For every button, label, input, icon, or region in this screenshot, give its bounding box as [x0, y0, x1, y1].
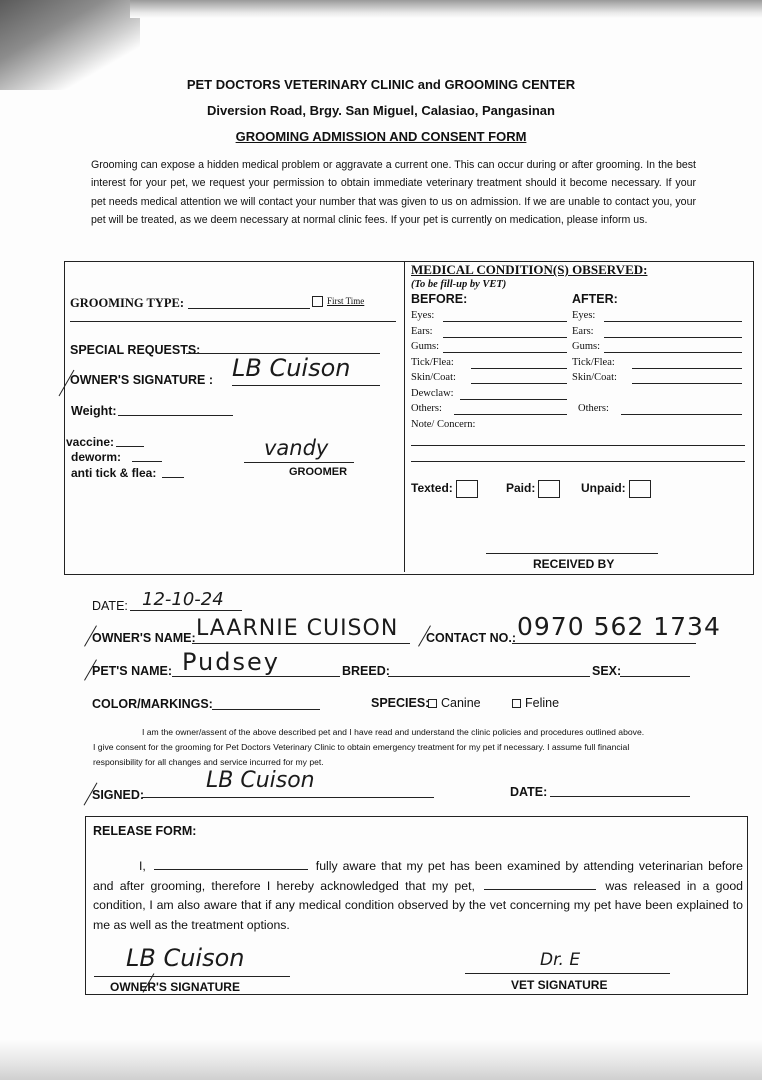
before-item-field[interactable] [454, 414, 567, 415]
before-item-field[interactable] [460, 399, 567, 400]
contact-field[interactable] [512, 643, 696, 644]
contact-label: CONTACT NO.: [426, 631, 517, 645]
antitick-field[interactable] [162, 477, 184, 478]
paid-label: Paid: [506, 481, 536, 496]
color-label: COLOR/MARKINGS: [92, 697, 213, 711]
received-by-field[interactable] [486, 553, 658, 554]
signed-value: LB Cuison [206, 768, 315, 793]
before-item-label: Others: [411, 403, 442, 414]
unpaid-label: Unpaid: [581, 481, 626, 496]
feline-label: Feline [525, 696, 560, 710]
first-time-checkbox[interactable] [312, 296, 323, 307]
note-field-1[interactable] [411, 445, 745, 446]
pet-name-value: Pudsey [182, 648, 280, 676]
consent-line-1: I am the owner/assent of the above described pet and I have read and understand the clinic policies and procedures outlined above. [142, 727, 645, 737]
breed-label: BREED: [342, 664, 390, 678]
groomer-field[interactable] [244, 462, 354, 463]
release-pet-field[interactable] [484, 877, 596, 890]
texted-checkbox[interactable] [456, 480, 478, 498]
release-i-label: I, [139, 859, 146, 873]
before-item-field[interactable] [471, 368, 567, 369]
vaccine-label: vaccine: [66, 435, 115, 449]
medical-subtitle: (To be fill-up by VET) [411, 279, 507, 290]
owner-signature-value: LB Cuison [232, 354, 351, 382]
form-title: GROOMING ADMISSION AND CONSENT FORM [235, 129, 527, 144]
contact-value: 0970 562 1734 [517, 612, 721, 641]
before-item-field[interactable] [443, 337, 567, 338]
first-time-option[interactable] [312, 296, 364, 307]
before-item-field[interactable] [443, 321, 567, 322]
before-item-label: Skin/Coat: [411, 372, 456, 383]
deworm-field[interactable] [132, 461, 162, 462]
weight-label: Weight: [71, 404, 117, 418]
owner-name-label: OWNER'S NAME: [92, 631, 196, 645]
box-divider [404, 262, 405, 572]
antitick-label: anti tick & flea: [71, 466, 157, 480]
release-text-part1: fully aware that my pet has been examined by attending veterinarian before and after grooming, therefore I hereby acknowledged that my pet, [93, 859, 743, 893]
before-item-label: Gums: [411, 341, 440, 352]
breed-field[interactable] [388, 676, 590, 677]
clinic-name: PET DOCTORS VETERINARY CLINIC and GROOMING CENTER [186, 77, 576, 92]
clinic-address: Diversion Road, Brgy. San Miguel, Calasiao, Pangasinan [207, 103, 555, 118]
after-item-field[interactable] [632, 383, 742, 384]
groomer-value: vandy [264, 436, 329, 460]
pet-name-label: PET'S NAME: [92, 664, 173, 678]
owner-signature-label: OWNER'S SIGNATURE : [70, 373, 214, 387]
consent-line-2: I give consent for the grooming for Pet Doctors Veterinary Clinic to obtain emergency treatment for my pet if necessary. I assume full financial [93, 742, 630, 752]
before-item-label: Tick/Flea: [411, 356, 454, 368]
release-text-part2: was released in a good condition, I am also aware that if any medical condition observed by the vet concerning my pet have been explained to me as well as the treatment options. [93, 878, 744, 932]
date-label: DATE: [92, 599, 128, 613]
before-label: BEFORE: [411, 292, 468, 306]
after-item-label: Others: [578, 403, 609, 414]
note-label: Note/ Concern: [411, 419, 476, 430]
color-field[interactable] [212, 709, 320, 710]
release-owner-signature-value: LB Cuison [126, 944, 245, 972]
species-label: SPECIES: [371, 696, 430, 710]
top-shadow [130, 0, 762, 18]
vet-signature-value: Dr. E [540, 950, 581, 970]
release-owner-signature-label: OWNER'S SIGNATURE [110, 980, 240, 994]
release-name-field[interactable] [154, 857, 308, 870]
after-item-field[interactable] [621, 414, 742, 415]
before-item-label: Dewclaw: [411, 387, 454, 399]
after-item-label: Ears: [572, 325, 594, 337]
release-paragraph [93, 857, 743, 935]
consent-date-field[interactable] [550, 796, 690, 797]
bottom-shadow [0, 1040, 762, 1080]
owner-name-value: LAARNIE CUISON [196, 616, 399, 641]
after-item-field[interactable] [604, 352, 742, 353]
vaccine-field[interactable] [116, 446, 144, 447]
before-item-field[interactable] [443, 352, 567, 353]
vet-signature-field[interactable] [465, 973, 670, 974]
after-item-label: Gums: [572, 341, 601, 352]
before-item-field[interactable] [471, 383, 567, 384]
intro-paragraph: Grooming can expose a hidden medical problem or aggravate a current one. This can occur during or after grooming. In the best interest for your pet, we request your permission to obtain immediate veterinary treatment should it become necessary. If your pet needs medical attention we will contact your number that was given to us on admission. If we are unable to contact you, your pet will be treated, as we deem necessary at normal clinic fees. If your pet is currently on medication, please inform us. [91, 159, 696, 226]
unpaid-option[interactable] [581, 480, 651, 498]
owner-signature-field[interactable] [232, 385, 380, 386]
date-value: 12-10-24 [142, 589, 224, 610]
grooming-type-field[interactable] [188, 308, 310, 309]
first-time-label: First Time [327, 296, 365, 306]
feline-checkbox[interactable] [512, 699, 521, 708]
groomer-label: GROOMER [289, 466, 348, 478]
medical-title: MEDICAL CONDITION(S) OBSERVED: [411, 262, 648, 277]
signed-field[interactable] [142, 797, 434, 798]
date-field[interactable] [130, 610, 242, 611]
signed-label: SIGNED: [92, 788, 145, 802]
consent-line-3: responsibility for all changes and service incurred for my pet. [93, 757, 324, 767]
pet-name-field[interactable] [172, 676, 340, 677]
sex-label: SEX: [592, 664, 622, 678]
texted-label: Texted: [411, 481, 453, 496]
sex-field[interactable] [620, 676, 690, 677]
after-item-field[interactable] [632, 368, 742, 369]
canine-label: Canine [441, 696, 481, 710]
paid-checkbox[interactable] [538, 480, 560, 498]
grooming-type-field-2[interactable] [70, 321, 396, 322]
after-item-field[interactable] [604, 337, 742, 338]
release-owner-signature-field[interactable] [94, 976, 290, 977]
before-item-label: Eyes: [411, 310, 435, 321]
received-by-label: RECEIVED BY [533, 557, 615, 571]
after-item-label: Skin/Coat: [572, 372, 617, 383]
consent-date-label: DATE: [510, 785, 548, 799]
grooming-type-label: GROOMING TYPE: [70, 296, 185, 310]
feline-option[interactable] [512, 696, 559, 710]
after-item-label: Tick/Flea: [572, 356, 615, 368]
before-item-label: Ears: [411, 325, 433, 337]
release-title: RELEASE FORM: [93, 824, 197, 838]
vet-signature-label: VET SIGNATURE [511, 978, 608, 992]
special-requests-label: SPECIAL REQUESTS: [70, 343, 201, 357]
owner-name-field[interactable] [192, 643, 410, 644]
unpaid-checkbox[interactable] [629, 480, 651, 498]
after-item-label: Eyes: [572, 310, 596, 321]
canine-option[interactable] [428, 696, 481, 710]
texted-option[interactable] [411, 480, 478, 498]
after-label: AFTER: [572, 292, 618, 306]
paid-option[interactable] [506, 480, 560, 498]
deworm-label: deworm: [71, 450, 122, 464]
after-item-field[interactable] [604, 321, 742, 322]
canine-checkbox[interactable] [428, 699, 437, 708]
note-field-2[interactable] [411, 461, 745, 462]
weight-field[interactable] [118, 415, 233, 416]
